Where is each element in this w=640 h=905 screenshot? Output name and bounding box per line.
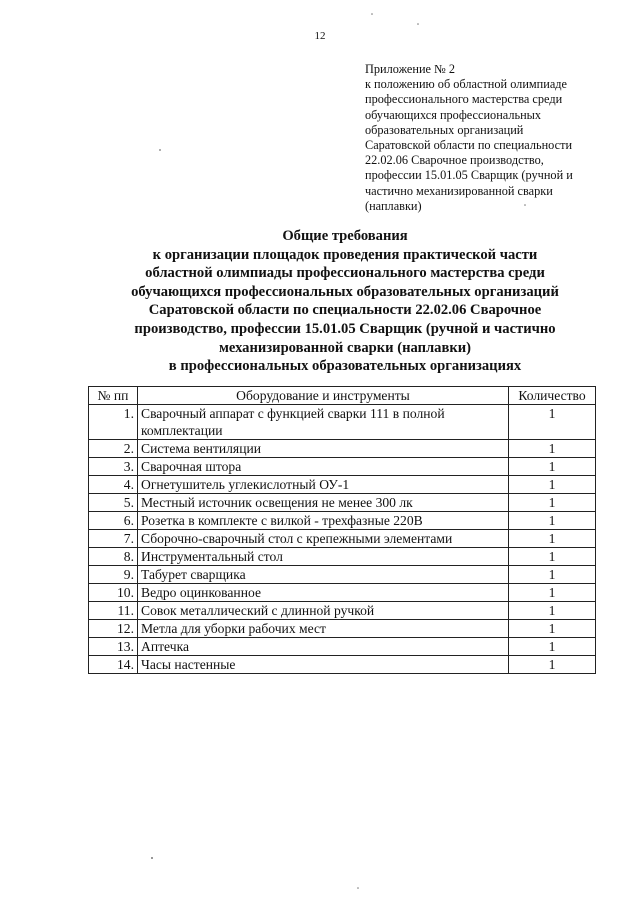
row-quantity: 1 <box>509 494 596 512</box>
row-number: 11. <box>89 602 138 620</box>
row-equipment: Сварочная штора <box>138 458 509 476</box>
row-quantity: 1 <box>509 440 596 458</box>
row-number: 5. <box>89 494 138 512</box>
row-number: 4. <box>89 476 138 494</box>
scan-speck <box>524 204 526 206</box>
row-equipment: Сварочный аппарат с функцией сварки 111 в полной комплектации <box>138 405 509 440</box>
row-number: 6. <box>89 512 138 530</box>
appendix-line: 22.02.06 Сварочное производство, <box>365 153 544 168</box>
scan-speck <box>371 13 373 15</box>
appendix-line: к положению об областной олимпиаде <box>365 77 568 92</box>
row-quantity: 1 <box>509 512 596 530</box>
heading-line: в профессиональных образовательных организациях <box>168 358 522 375</box>
row-quantity: 1 <box>509 548 596 566</box>
heading-line: областной олимпиады профессионального мастерства среди <box>145 265 545 282</box>
header-quantity: Количество <box>509 387 596 405</box>
heading-line: механизированной сварки (наплавки) <box>218 339 472 356</box>
row-quantity: 1 <box>509 584 596 602</box>
scan-speck <box>417 23 419 25</box>
row-number: 8. <box>89 548 138 566</box>
row-equipment: Система вентиляции <box>138 440 509 458</box>
page-number: 12 <box>314 30 326 42</box>
scan-speck <box>357 887 359 889</box>
heading-line: Саратовской области по специальности 22.02.06 Сварочное <box>148 302 542 319</box>
row-equipment: Сборочно-сварочный стол с крепежными элементами <box>138 530 509 548</box>
appendix-line: (наплавки) <box>365 198 422 213</box>
row-number: 14. <box>89 656 138 674</box>
row-equipment: Метла для уборки рабочих мест <box>138 620 509 638</box>
row-equipment: Розетка в комплекте с вилкой - трехфазные 220В <box>138 512 509 530</box>
row-quantity: 1 <box>509 602 596 620</box>
header-equipment: Оборудование и инструменты <box>138 387 509 405</box>
row-quantity: 1 <box>509 405 596 440</box>
row-number: 7. <box>89 530 138 548</box>
row-equipment: Аптечка <box>138 638 509 656</box>
row-equipment: Часы настенные <box>138 656 509 674</box>
row-quantity: 1 <box>509 530 596 548</box>
row-quantity: 1 <box>509 476 596 494</box>
row-quantity: 1 <box>509 566 596 584</box>
heading-line: к организации площадок проведения практической части <box>152 246 538 263</box>
scan-speck <box>159 149 161 151</box>
row-quantity: 1 <box>509 620 596 638</box>
row-number: 3. <box>89 458 138 476</box>
appendix-line: профессионального мастерства среди <box>365 92 563 107</box>
appendix-line: обучающихся профессиональных <box>365 107 542 122</box>
heading-line: Общие требования <box>282 228 408 244</box>
row-number: 1. <box>89 405 138 440</box>
appendix-line: профессии 15.01.05 Сварщик (ручной и <box>365 168 573 183</box>
row-number: 12. <box>89 620 138 638</box>
heading-line: производство, профессии 15.01.05 Сварщик (ручной и частично <box>134 320 556 337</box>
row-quantity: 1 <box>509 656 596 674</box>
row-equipment: Совок металлический с длинной ручкой <box>138 602 509 620</box>
scan-speck <box>151 857 153 859</box>
row-number: 9. <box>89 566 138 584</box>
row-number: 2. <box>89 440 138 458</box>
heading-line: обучающихся профессиональных образовательных организаций <box>131 283 559 300</box>
row-number: 13. <box>89 638 138 656</box>
row-equipment: Местный источник освещения не менее 300 лк <box>138 494 509 512</box>
row-equipment: Ведро оцинкованное <box>138 584 509 602</box>
appendix-line: Саратовской области по специальности <box>365 138 573 153</box>
appendix-line: Приложение № 2 <box>365 62 456 76</box>
row-equipment: Инструментальный стол <box>138 548 509 566</box>
row-equipment: Огнетушитель углекислотный ОУ-1 <box>138 476 509 494</box>
appendix-line: образовательных организаций <box>365 122 524 137</box>
row-equipment: Табурет сварщика <box>138 566 509 584</box>
row-quantity: 1 <box>509 638 596 656</box>
header-number: № пп <box>89 387 138 405</box>
row-number: 10. <box>89 584 138 602</box>
appendix-line: частично механизированной сварки <box>365 183 553 198</box>
row-quantity: 1 <box>509 458 596 476</box>
